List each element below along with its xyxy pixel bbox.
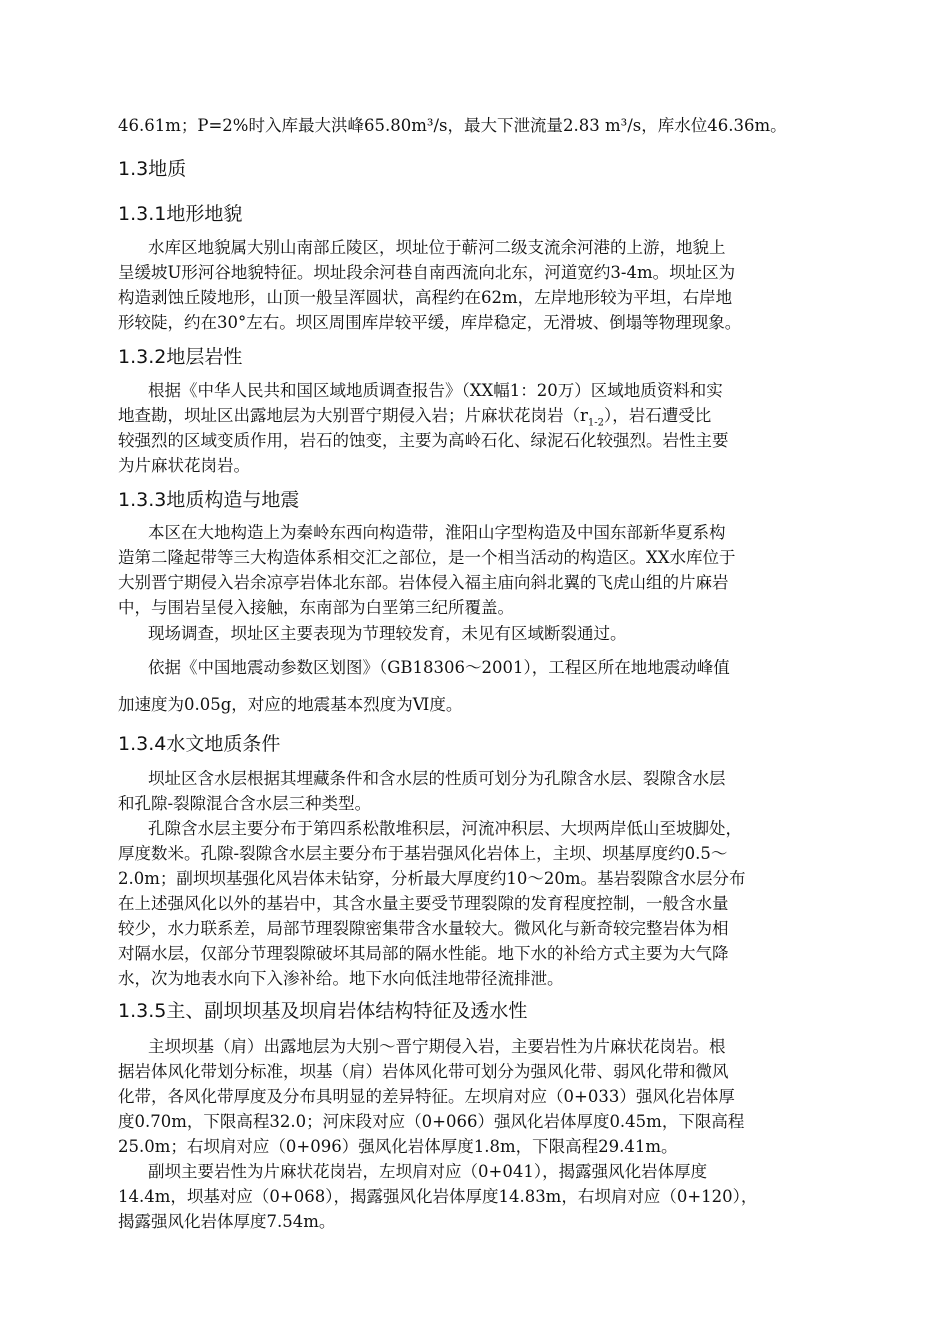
subscript: 1-2 [587,417,604,429]
text-line: 25.0m；右坝肩对应（0+096）强风化岩体厚度1.8m，下限高程29.41m。 [118,1137,678,1156]
text-line: 揭露强风化岩体厚度7.54m。 [118,1212,336,1231]
text-line: 化带，各风化带厚度及分布具明显的差异特征。左坝肩对应（0+033）强风化岩体厚 [118,1087,735,1106]
text-line: 14.4m，坝基对应（0+068），揭露强风化岩体厚度14.83m，右坝肩对应（0+120）， [118,1187,758,1206]
text-line: 在上述强风化以外的基岩中，其含水量主要受节理裂隙的发育程度控制，一般含水量 [118,894,729,913]
text-line: 呈缓坡U形河谷地貌特征。坝址段余河巷自南西流向北东，河道宽约3-4m。坝址区为 [118,263,736,282]
text-line: 中，与围岩呈侵入接触，东南部为白垩第三纪所覆盖。 [118,598,514,617]
text-line: 和孔隙-裂隙混合含水层三种类型。 [118,794,372,813]
text-line: 本区在大地构造上为秦岭东西向构造带，淮阳山字型构造及中国东部新华夏系构 [148,523,726,542]
text-line: 加速度为0.05g，对应的地震基本烈度为Ⅵ度。 [118,695,463,714]
text-line: 孔隙含水层主要分布于第四系松散堆积层，河流冲积层、大坝两岸低山至坡脚处， [148,819,742,838]
section-heading-1-3-1: 1.3.1地形地貌 [118,203,243,225]
text-line: 主坝坝基（肩）出露地层为大别～晋宁期侵入岩，主要岩性为片麻状花岗岩。根 [148,1037,726,1056]
text-line: 形较陡，约在30°左右。坝区周围库岸较平缓，库岸稳定，无滑坡、倒塌等物理现象。 [118,313,742,332]
text-line: 2.0m；副坝坝基强化风岩体未钻穿，分析最大厚度约10～20m。基岩裂隙含水层分布 [118,869,746,888]
text-line: 较少，水力联系差，局部节理裂隙密集带含水量较大。微风化与新奇较完整岩体为相 [118,919,729,938]
text-line: 为片麻状花岗岩。 [118,456,250,475]
text-line: 根据《中华人民共和国区域地质调查报告》（XX幅1：20万）区域地质资料和实 [148,381,723,400]
text-line: 厚度数米。孔隙-裂隙含水层主要分布于基岩强风化岩体上，主坝、坝基厚度约0.5～ [118,844,728,863]
text-line: 构造剥蚀丘陵地形，山顶一般呈浑圆状，高程约在62m，左岸地形较为平坦，右岸地 [118,288,733,307]
text-line: 副坝主要岩性为片麻状花岗岩，左坝肩对应（0+041），揭露强风化岩体厚度 [148,1162,708,1181]
text-line: 水库区地貌属大别山南部丘陵区，坝址位于蕲河二级支流余河港的上游，地貌上 [148,238,726,257]
text-line: 坝址区含水层根据其埋藏条件和含水层的性质可划分为孔隙含水层、裂隙含水层 [148,769,726,788]
section-heading-1-3-4: 1.3.4水文地质条件 [118,733,281,755]
section-heading-1-3-5: 1.3.5主、副坝坝基及坝肩岩体结构特征及透水性 [118,1000,528,1022]
text-line: 大别晋宁期侵入岩余凉亭岩体北东部。岩体侵入福主庙向斜北翼的飞虎山组的片麻岩 [118,573,729,592]
text-fragment: ），岩石遭受比 [604,406,712,425]
text-line: 造第二隆起带等三大构造体系相交汇之部位，是一个相当活动的构造区。XX水库位于 [118,548,736,567]
text-line: 现场调查，坝址区主要表现为节理较发育，未见有区域断裂通过。 [148,624,627,643]
section-heading-1-3: 1.3地质 [118,158,187,180]
text-fragment: 地查勘，坝址区出露地层为大别晋宁期侵入岩；片麻状花岗岩（r [118,406,588,425]
text-line: 较强烈的区域变质作用，岩石的蚀变，主要为高岭石化、绿泥石化较强烈。岩性主要 [118,431,729,450]
section-heading-1-3-3: 1.3.3地质构造与地震 [118,489,300,511]
text-line: 依据《中国地震动参数区划图》（GB18306～2001），工程区所在地地震动峰值 [148,658,730,677]
text-line: 度0.70m，下限高程32.0；河床段对应（0+066）强风化岩体厚度0.45m，下限高程 [118,1112,745,1131]
text-line [118,404,838,428]
text-line: 据岩体风化带划分标准，坝基（肩）岩体风化带可划分为强风化带、弱风化带和微风 [118,1062,729,1081]
text-line: 水，次为地表水向下入渗补给。地下水向低洼地带径流排泄。 [118,969,564,988]
continued-line: 46.61m；P=2%时入库最大洪峰65.80m³/s，最大下泄流量2.83 m³/s，库水位46.36m。 [118,116,787,135]
text-line: 对隔水层，仅部分节理裂隙破坏其局部的隔水性能。地下水的补给方式主要为大气降 [118,944,729,963]
section-heading-1-3-2: 1.3.2地层岩性 [118,346,243,368]
